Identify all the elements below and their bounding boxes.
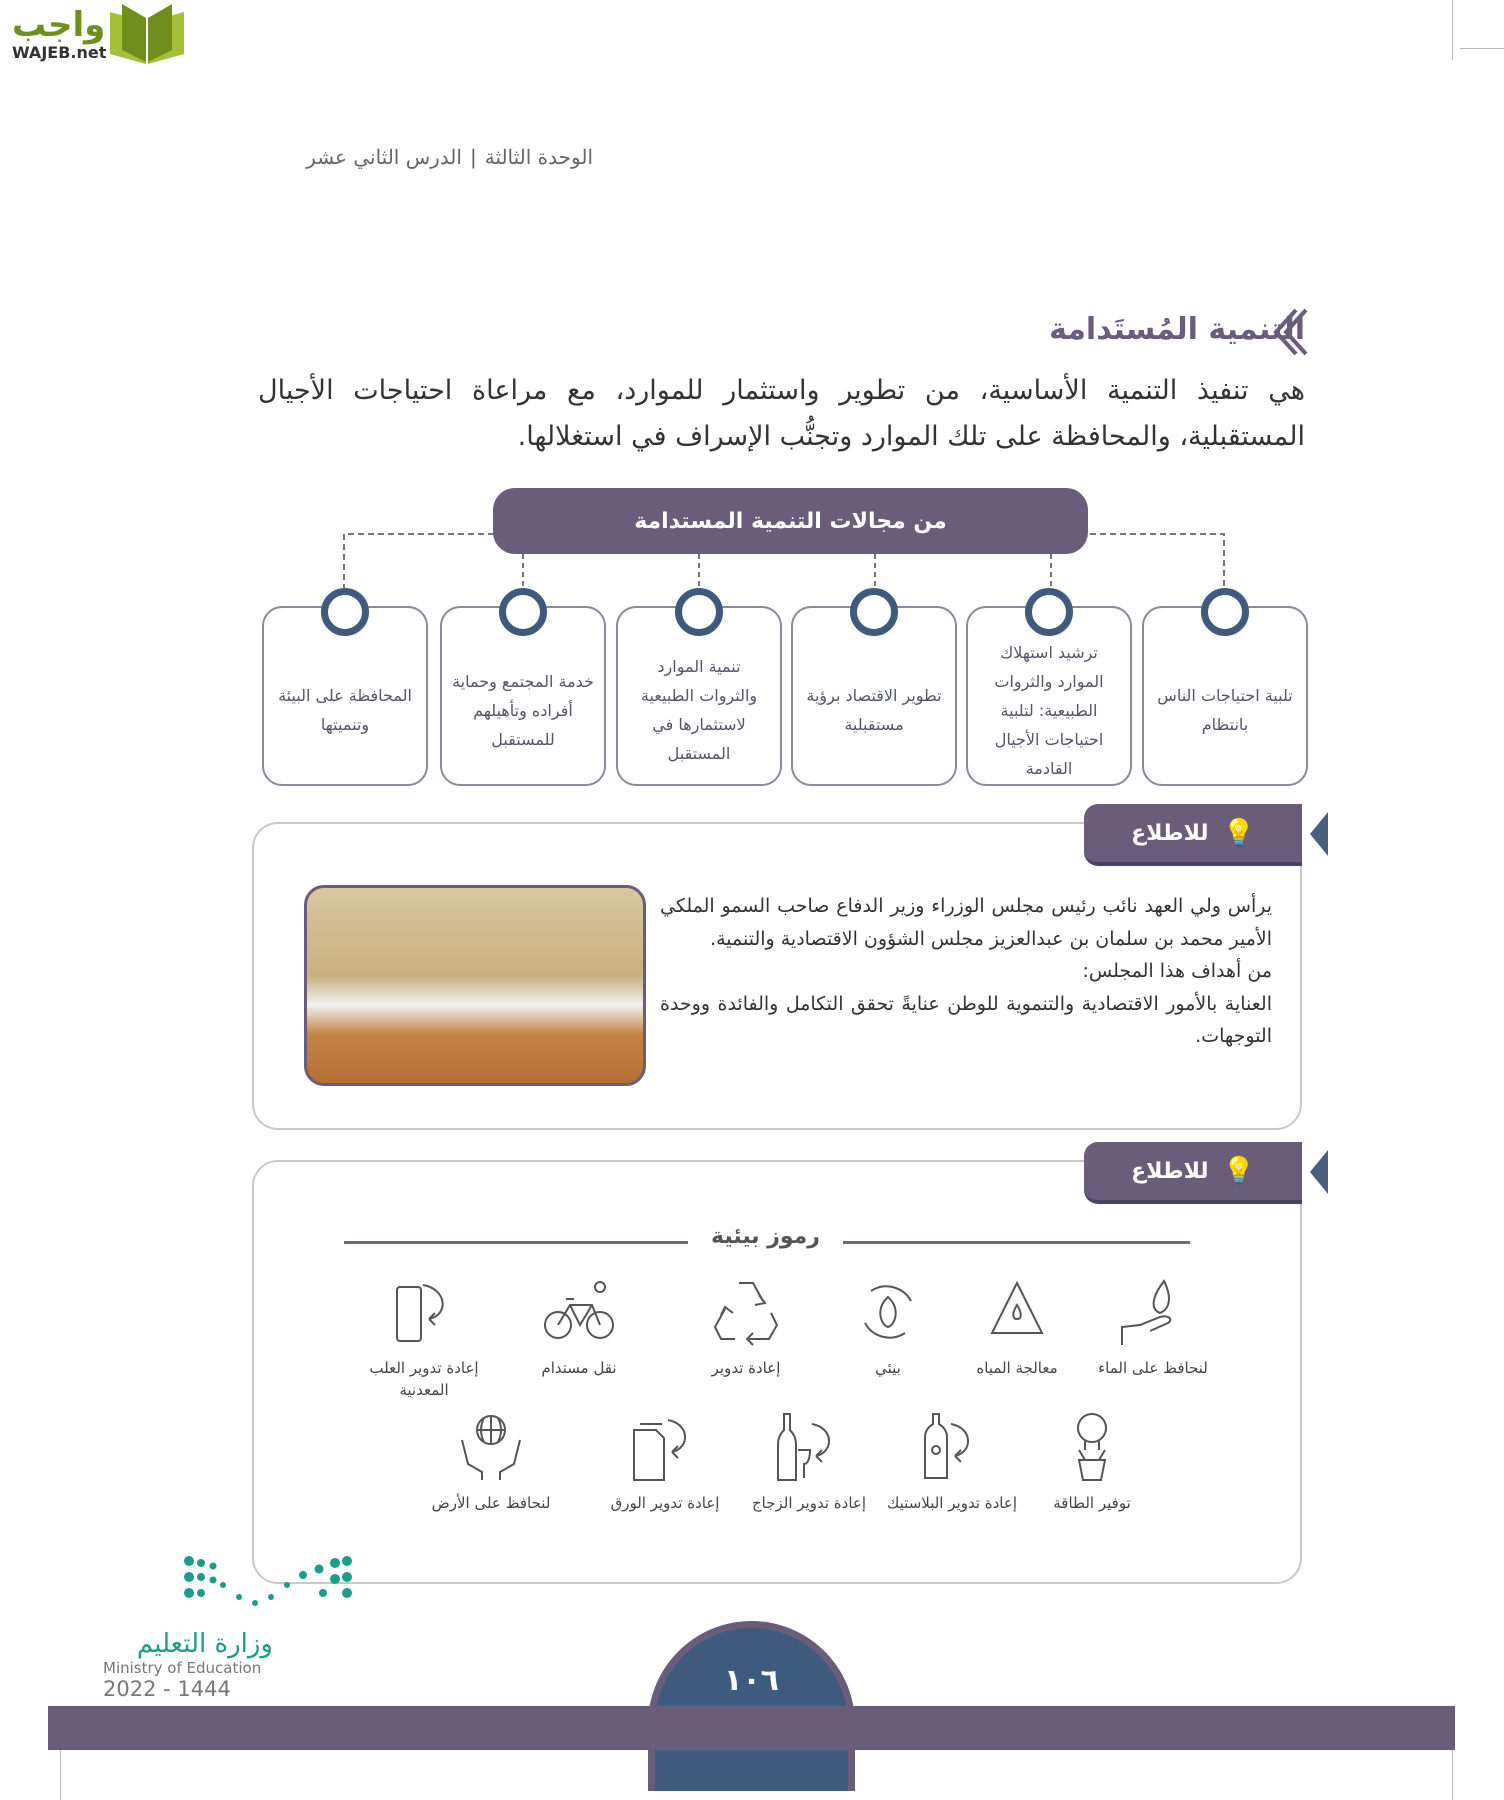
wajeb-logo: واجب WAJEB.net <box>0 0 200 70</box>
symbol-item <box>877 1410 1027 1514</box>
info-tab <box>1084 804 1302 866</box>
item-text: ترشيد استهلاك الموارد والثروات الطبيعية: لتلبية احتياجات الأجيال القادمة <box>994 642 1104 778</box>
info-paragraph: يرأس ولي العهد نائب رئيس مجلس الوزراء وزير الدفاع صاحب السمو الملكي الأمير محمد بن سلمان بن عبدالعزيز مجلس الشؤون الاقتصادية والتنمية. <box>660 895 1272 950</box>
symbol-label: نقل مستدام <box>541 1359 617 1377</box>
diagram-item <box>1142 606 1308 786</box>
symbol-label: إعادة تدوير العلب المعدنية <box>369 1359 479 1399</box>
circle-marker <box>850 588 898 636</box>
info-label: للاطلاع <box>1131 820 1209 846</box>
symbol-item <box>349 1275 499 1401</box>
circle-marker <box>321 588 369 636</box>
item-text: تطوير الاقتصاد برؤية مستقبلية <box>806 686 942 734</box>
diagram-item <box>966 606 1132 786</box>
water-recycle-icon <box>980 1275 1054 1349</box>
info-paragraph: من أهداف هذا المجلس: <box>1082 960 1272 982</box>
divider <box>843 1241 1190 1244</box>
symbol-item <box>734 1410 884 1514</box>
diagram-item <box>616 606 782 786</box>
section-title: التنمية المُستَدامة <box>1049 312 1305 347</box>
symbol-item <box>813 1275 963 1379</box>
info-paragraph: العناية بالأمور الاقتصادية والتنموية للوطن عنايةً تحقق التكامل والفائدة ووحدة التوجهات. <box>660 992 1272 1047</box>
symbol-label: لنحافظ على الماء <box>1098 1359 1208 1377</box>
glass-recycle-icon <box>772 1410 846 1484</box>
item-text: تنمية الموارد والثروات الطبيعية لاستثمارها في المستقبل <box>640 657 758 763</box>
crop-mark <box>60 1750 61 1800</box>
symbol-item <box>590 1410 740 1514</box>
diagram-item <box>791 606 957 786</box>
page-number: ١٠٦ <box>648 1621 855 1791</box>
symbol-item <box>416 1410 566 1514</box>
circle-marker <box>675 588 723 636</box>
info-tab <box>1084 1142 1302 1204</box>
book-icon <box>106 4 188 66</box>
item-text: خدمة المجتمع وحماية أفراده وتأهيلهم للمستقبل <box>452 671 594 749</box>
info-label: للاطلاع <box>1131 1158 1209 1184</box>
ministry-name-ar: وزارة التعليم <box>136 1629 273 1659</box>
symbol-label: لنحافظ على الأرض <box>431 1494 551 1512</box>
circle-marker <box>499 588 547 636</box>
bicycle-icon <box>542 1275 616 1349</box>
symbol-item <box>1017 1410 1167 1514</box>
ministry-logo <box>103 1555 353 1701</box>
symbol-label: إعادة تدوير الزجاج <box>751 1494 867 1512</box>
symbol-label: معالجة المياه <box>976 1359 1058 1377</box>
item-text: تلبية احتياجات الناس بانتظام <box>1157 686 1293 734</box>
symbol-item <box>942 1275 1092 1379</box>
lesson-label: الدرس الثاني عشر <box>306 145 462 169</box>
breadcrumb: الوحدة الثالثة|الدرس الثاني عشر <box>306 145 593 169</box>
footer-bar <box>48 1706 1455 1750</box>
symbol-item <box>504 1275 654 1379</box>
crop-mark <box>1452 0 1453 60</box>
crop-mark <box>1452 1750 1453 1800</box>
edition-year: 2022 - 1444 <box>103 1677 231 1701</box>
symbol-label: بيئي <box>875 1359 901 1377</box>
globe-hands-icon <box>454 1410 528 1484</box>
ministry-name-en: Ministry of Education <box>103 1659 262 1677</box>
item-text: المحافظة على البيئة وتنميتها <box>278 686 412 734</box>
symbols-heading: رموز بيئية <box>711 1224 820 1249</box>
leaf-cycle-icon <box>851 1275 925 1349</box>
diagram-item <box>440 606 606 786</box>
symbol-label: إعادة تدوير الورق <box>610 1494 720 1512</box>
divider <box>344 1241 688 1244</box>
recycle-icon <box>709 1275 783 1349</box>
info-text <box>660 890 1272 1053</box>
diagram-item <box>262 606 428 786</box>
moe-dots-icon <box>183 1555 353 1611</box>
symbol-item <box>671 1275 821 1379</box>
diagram-title: من مجالات التنمية المستدامة <box>493 488 1088 554</box>
circle-marker <box>1201 588 1249 636</box>
paper-recycle-icon <box>628 1410 702 1484</box>
council-meeting-photo <box>304 885 646 1086</box>
symbol-label: توفير الطاقة <box>1053 1494 1131 1512</box>
circle-marker <box>1025 588 1073 636</box>
symbol-label: إعادة تدوير البلاستيك <box>887 1494 1017 1512</box>
bulb-plant-icon <box>1055 1410 1129 1484</box>
bottle-recycle-icon <box>915 1410 989 1484</box>
symbol-label: إعادة تدوير <box>711 1359 781 1377</box>
can-recycle-icon <box>387 1275 461 1349</box>
unit-label: الوحدة الثالثة <box>484 145 593 169</box>
symbol-item <box>1078 1275 1228 1379</box>
bulb-book-icon: 💡 <box>1222 818 1255 848</box>
definition-text: هي تنفيذ التنمية الأساسية، من تطوير واستثمار للموارد، مع مراعاة احتياجات الأجيال المستقبلية، والمحافظة على تلك الموارد وتجنُّب الإسراف في استغلالها. <box>258 375 1305 452</box>
crop-mark <box>1460 48 1504 49</box>
bulb-book-icon: 💡 <box>1222 1156 1255 1186</box>
water-hand-icon <box>1116 1275 1190 1349</box>
